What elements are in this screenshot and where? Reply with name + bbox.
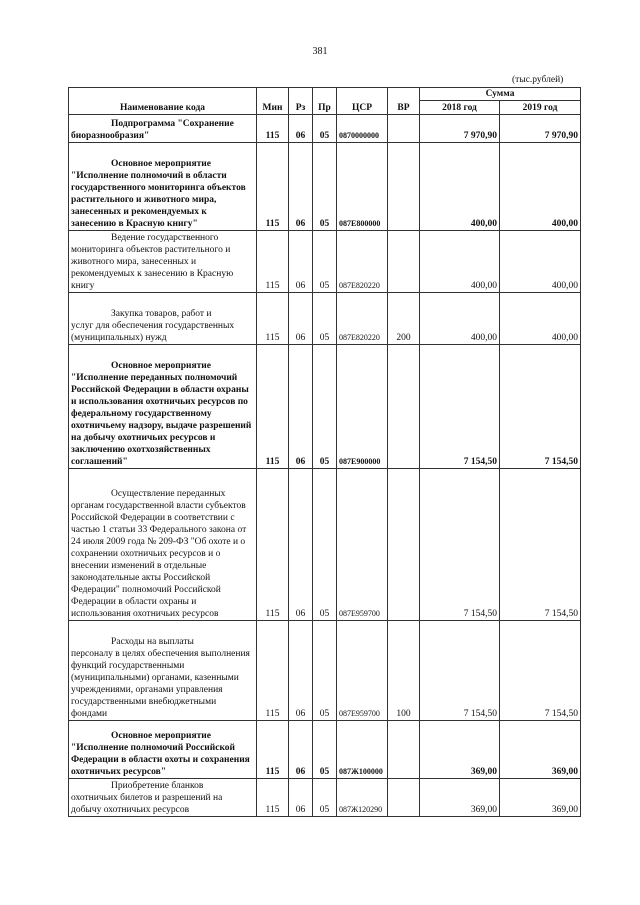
row-title: Основное мероприятие: [111, 731, 211, 741]
row-body: "Исполнение полномочий Российской Федерации в области охоты и сохранения охотничьих ресурсов": [71, 743, 250, 777]
header-csr: ЦСР: [337, 88, 388, 115]
cell-min: 115: [257, 115, 289, 143]
cell-2018: 7 154,50: [420, 621, 500, 721]
cell-csr: 087E959700: [337, 469, 388, 621]
page-number: 381: [312, 46, 328, 57]
cell-2018: 400,00: [420, 231, 500, 293]
cell-rz: 06: [289, 345, 313, 469]
row-body: "Исполнение полномочий в области государственного мониторинга объектов растительного и животного мира, занесенных и рекомендуемых к занесению в Красную книгу": [71, 171, 246, 229]
cell-pr: 05: [313, 721, 337, 779]
cell-2019: 400,00: [500, 143, 581, 231]
row-title: Основное мероприятие: [111, 159, 211, 169]
table-row: [69, 469, 581, 621]
row-title: Подпрограмма "Сохранение: [111, 119, 234, 129]
cell-2019: 369,00: [500, 721, 581, 779]
cell-min: 115: [257, 621, 289, 721]
row-title: Осуществление переданных: [111, 489, 226, 499]
cell-2019: 400,00: [500, 231, 581, 293]
header-2019: 2019 год: [500, 101, 581, 115]
cell-vr: 200: [388, 293, 420, 345]
table-row: [69, 621, 581, 721]
row-body: мониторинга объектов растительного и животного мира, занесенных и рекомендуемых к занесению в Красную книгу: [71, 245, 234, 291]
cell-csr: 087Ж120290: [337, 779, 388, 817]
cell-csr: 087E820220: [337, 231, 388, 293]
cell-rz: 06: [289, 293, 313, 345]
cell-vr: [388, 345, 420, 469]
table-row: [69, 231, 581, 293]
cell-2019: 400,00: [500, 293, 581, 345]
row-body: биоразнообразия": [71, 131, 150, 141]
cell-pr: 05: [313, 115, 337, 143]
header-pr: Пр: [313, 88, 337, 115]
cell-2018: 7 154,50: [420, 345, 500, 469]
row-title: Расходы на выплаты: [111, 637, 194, 647]
cell-min: 115: [257, 293, 289, 345]
cell-rz: 06: [289, 779, 313, 817]
cell-pr: 05: [313, 621, 337, 721]
header-name: Наименование кода: [69, 88, 257, 115]
cell-2018: 369,00: [420, 779, 500, 817]
row-body: охотничьих билетов и разрешений на добычу охотничьих ресурсов: [71, 793, 223, 815]
cell-rz: 06: [289, 721, 313, 779]
cell-pr: 05: [313, 293, 337, 345]
header-2018: 2018 год: [420, 101, 500, 115]
cell-pr: 05: [313, 345, 337, 469]
unit-note: (тыс.рублей): [512, 75, 564, 85]
table-row: [69, 293, 581, 345]
row-title: Приобретение бланков: [111, 781, 204, 791]
cell-2019: 7 970,90: [500, 115, 581, 143]
table-row: [69, 115, 581, 143]
cell-pr: 05: [313, 231, 337, 293]
cell-rz: 06: [289, 143, 313, 231]
cell-min: 115: [257, 345, 289, 469]
cell-2018: 7 154,50: [420, 469, 500, 621]
cell-2018: 369,00: [420, 721, 500, 779]
cell-2018: 400,00: [420, 143, 500, 231]
header-min: Мин: [257, 88, 289, 115]
cell-pr: 05: [313, 779, 337, 817]
table-row: [69, 779, 581, 817]
header-rz: Рз: [289, 88, 313, 115]
cell-csr: 087E959700: [337, 621, 388, 721]
header-sum: Сумма: [420, 88, 581, 101]
table-row: [69, 143, 581, 231]
cell-pr: 05: [313, 469, 337, 621]
cell-rz: 06: [289, 115, 313, 143]
cell-vr: [388, 721, 420, 779]
cell-vr: [388, 115, 420, 143]
row-title: Ведение государственного: [111, 233, 219, 243]
cell-2019: 369,00: [500, 779, 581, 817]
cell-min: 115: [257, 143, 289, 231]
row-body: органам государственной власти субъектов Российской Федерации в соответствии с частью 1 статьи 33 Федерального закона от 24 июля 2009 года № 209-ФЗ "Об охоте и о сохранении охотничьих ресурсов и о внесении изменений в отдельные законодательные акты Российской Федерации" полномочий Российской Федерации в области охраны и использования охотничьих ресурсов: [71, 501, 247, 619]
cell-rz: 06: [289, 231, 313, 293]
cell-vr: 100: [388, 621, 420, 721]
cell-vr: [388, 779, 420, 817]
cell-csr: 087Ж100000: [337, 721, 388, 779]
cell-min: 115: [257, 779, 289, 817]
cell-vr: [388, 469, 420, 621]
cell-2018: 7 970,90: [420, 115, 500, 143]
cell-vr: [388, 231, 420, 293]
cell-rz: 06: [289, 621, 313, 721]
cell-csr: 0870000000: [337, 115, 388, 143]
row-title: Закупка товаров, работ и: [111, 309, 212, 319]
cell-csr: 087E800000: [337, 143, 388, 231]
cell-vr: [388, 143, 420, 231]
row-body: услуг для обеспечения государственных (муниципальных) нужд: [71, 321, 235, 343]
row-title: Основное мероприятие: [111, 361, 211, 371]
cell-pr: 05: [313, 143, 337, 231]
row-body: "Исполнение переданных полномочий Российской Федерации в области охраны и использования охотничьих ресурсов по федеральному государственному охотничьему надзору, выдаче разрешений на добычу охотничьих ресурсов и заключению охотхозяйственных соглашений": [71, 373, 252, 467]
cell-2019: 7 154,50: [500, 621, 581, 721]
cell-rz: 06: [289, 469, 313, 621]
cell-2019: 7 154,50: [500, 345, 581, 469]
cell-csr: 087E820220: [337, 293, 388, 345]
cell-2019: 7 154,50: [500, 469, 581, 621]
cell-min: 115: [257, 469, 289, 621]
cell-min: 115: [257, 231, 289, 293]
table-row: [69, 721, 581, 779]
cell-csr: 087E900000: [337, 345, 388, 469]
table-row: [69, 345, 581, 469]
cell-min: 115: [257, 721, 289, 779]
cell-2018: 400,00: [420, 293, 500, 345]
budget-table: [68, 87, 581, 817]
row-body: персоналу в целях обеспечения выполнения функций государственными (муниципальными) органами, казенными учреждениями, органами управления государственными внебюджетными фондами: [71, 649, 250, 719]
header-vr: ВР: [388, 88, 420, 115]
